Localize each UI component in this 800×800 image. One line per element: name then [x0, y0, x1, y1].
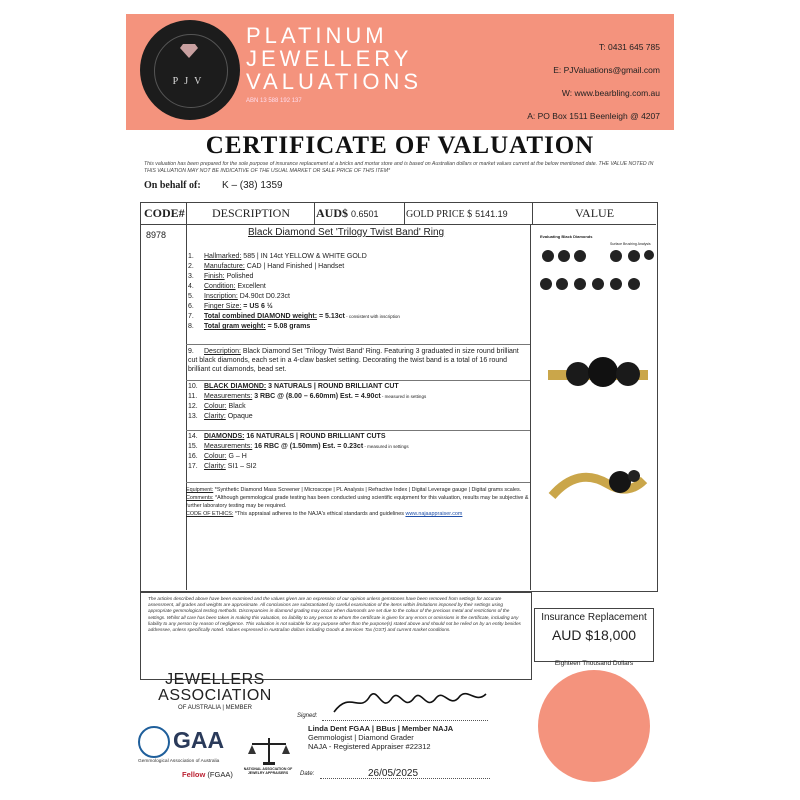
item-label: Colour: — [204, 403, 227, 410]
item-number: 9. — [188, 348, 194, 355]
gem-sample-icon — [644, 250, 654, 260]
address: A: PO Box 1511 Beenleigh @ 4207 — [527, 111, 660, 121]
comments-label: Comments: — [186, 495, 214, 501]
list-item — [188, 282, 528, 291]
insurance-value: AUD $18,000 — [551, 627, 637, 643]
item-label: Manufacture: — [204, 263, 245, 270]
brand-line-2: JEWELLERY — [246, 46, 413, 71]
ethics-label: CODE OF ETHICS: — [186, 511, 234, 517]
item-number: 12. — [188, 403, 198, 410]
date-line — [320, 778, 490, 779]
item-number: 3. — [188, 273, 194, 280]
signer-name: Linda Dent FGAA | BBus | Member NAJA — [308, 724, 454, 733]
item-label: Finish: — [204, 273, 225, 280]
item-number: 16. — [188, 453, 198, 460]
scales-icon — [246, 736, 292, 766]
fellow-label — [182, 770, 233, 779]
code-column-divider — [186, 224, 187, 590]
item-number: 5. — [188, 293, 194, 300]
list-item — [188, 382, 528, 391]
gem-sample-icon — [610, 278, 622, 290]
item-text: Polished — [224, 273, 254, 280]
jaa-line-2: ASSOCIATION — [158, 687, 272, 704]
ethics-text: *This appraisal adheres to the NAJA's ethical standards and guidelines — [233, 511, 406, 517]
insurance-box — [534, 608, 654, 662]
list-item — [188, 292, 528, 301]
date-value: 26/05/2025 — [368, 768, 419, 779]
item-text: Opaque — [225, 413, 253, 420]
signature-line — [322, 720, 488, 721]
intro-text: This valuation has been prepared for the sole purpose of insurance replacement at a bricks and mortar store and is based on Australian dollars or market values current at the below mentioned date. THE VALUE NOTED IN THIS VALUATION MAY NOT BE INDICATIVE OF THE USUAL MARKET OR SALE PRICE OF THIS ITEM* — [144, 161, 654, 174]
disclaimer-text: The articles described above have been examined and the values given are an expression of our opinion unless gemstones have been removed from settings for accurate assessment, all grades and weights are approximate. All conclusions are substantiated by careful examination of the items within limitations imposed by their settings using appropriate gemmological testing methods. Discrepancies in diamond grading may occur when diamonds are set due to the colour of the precious metal and restrictions of the settings. Whilst all care has been taken in making this valuation, no liability to any person to whom the certificate is given for any errors or omissions in the certificate, including any liability to any person by reason of negligence. This valuation is not suitable for any purpose other than the purpose(s) stated above and should not be relied on by an entity besides addressee, unless specifically noted. Values expressed in Australian dollars including Goods & Services Tax (GST) and current market conditions. — [148, 596, 521, 633]
list-item — [188, 462, 528, 471]
panel-title-2: Surface Brushing Analysis — [610, 242, 651, 246]
insurance-label: Insurance Replacement — [541, 612, 647, 623]
brand-name — [246, 24, 466, 93]
aud-label: AUD$ — [316, 206, 348, 220]
list-item — [188, 392, 528, 401]
email: E: PJValuations@gmail.com — [553, 65, 660, 75]
gem-sample-icon — [574, 250, 586, 262]
abn: ABN 13 588 192 137 — [246, 98, 302, 104]
gold-label: GOLD PRICE $ — [406, 209, 473, 220]
item-number: 10. — [188, 383, 198, 390]
item-text: CAD | Hand Finished | Handset — [244, 263, 345, 270]
item-label: Measurements: — [204, 443, 253, 450]
item-title: Black Diamond Set 'Trilogy Twist Band' Ring — [248, 227, 445, 238]
separator — [186, 482, 530, 483]
item-code: 8978 — [146, 230, 167, 240]
gold-cell — [406, 202, 533, 224]
item-number: 2. — [188, 263, 194, 270]
contact-block — [450, 36, 660, 128]
comments-text: *Although gemmological grade testing has been conducted using scientific equipment for this valuation, results may be subjective & further laboratory testing may be required. — [186, 495, 529, 509]
comments-note — [186, 494, 530, 510]
equipment-note — [186, 486, 530, 494]
item-label: BLACK DIAMOND: — [204, 383, 267, 390]
gem-sample-icon — [628, 250, 640, 262]
signer-registration: NAJA - Registered Appraiser #22312 — [308, 742, 431, 751]
item-label: Description: — [204, 348, 241, 355]
item-number: 15. — [188, 443, 198, 450]
list-item-9 — [188, 347, 528, 374]
item-number: 11. — [188, 393, 198, 400]
item-label: Clarity: — [204, 413, 226, 420]
gem-sample-icon — [574, 278, 586, 290]
list-item — [188, 322, 528, 331]
list-item — [188, 442, 528, 451]
separator — [186, 380, 530, 381]
list-item — [188, 272, 528, 281]
footnotes — [186, 486, 530, 518]
item-number: 7. — [188, 313, 194, 320]
item-number: 1. — [188, 253, 194, 260]
separator — [186, 430, 530, 431]
signed-label: Signed: — [297, 713, 318, 719]
item-label: Total combined DIAMOND weight: — [204, 313, 318, 320]
pjv-logo — [140, 20, 240, 120]
jaa-logo — [140, 672, 290, 704]
item-label: Total gram weight: — [204, 323, 266, 330]
jaa-line-1: JEWELLERS — [165, 671, 265, 688]
logo-text: PJV — [172, 76, 208, 87]
phone: T: 0431 645 785 — [599, 42, 660, 52]
fellow-word: Fellow — [182, 770, 206, 779]
gem-sample-icon — [540, 278, 552, 290]
item-label: Clarity: — [204, 463, 226, 470]
item-label: Finger Size: — [204, 303, 242, 310]
naja-link[interactable]: www.najaappraiser.com — [405, 511, 463, 517]
item-label: Colour: — [204, 453, 227, 460]
list-item — [188, 412, 528, 421]
code-header: CODE# — [144, 202, 187, 224]
certificate-title: CERTIFICATE OF VALUATION — [205, 132, 595, 159]
gem-sample-icon — [610, 250, 622, 262]
item-number: 8. — [188, 323, 194, 330]
item-text: 16 RBC @ (1.50mm) Est. = 0.23ct — [252, 443, 364, 450]
item-text: Black Diamond Set 'Trilogy Twist Band' Ring. Featuring 3 graduated in size round brilliant cut black diamonds, each set in a 4-claw basket setting. Decorating the twist band is a total of 16 round brilliant cut diamonds, bead set. — [188, 348, 519, 373]
item-text: = 5.13ct — [317, 313, 345, 320]
item-text: Excellent — [235, 283, 266, 290]
brand-line-1: PLATINUM — [246, 23, 388, 48]
list-item — [188, 432, 528, 441]
list-item — [188, 302, 528, 311]
value-column-divider — [530, 224, 531, 590]
logo-ring — [154, 34, 228, 108]
gem-sample-icon — [592, 278, 604, 290]
item-text: Black — [226, 403, 246, 410]
item-note: - consistent with inscription — [344, 314, 400, 319]
signer-role: Gemmologist | Diamond Grader — [308, 733, 414, 742]
description-header: DESCRIPTION — [188, 202, 315, 224]
table-header-row — [140, 202, 656, 225]
separator — [186, 344, 530, 345]
gold-value: 5141.19 — [475, 209, 508, 219]
item-number: 17. — [188, 463, 198, 470]
ring-top-view-image — [548, 352, 648, 400]
list-item — [188, 252, 528, 261]
item-text: 3 NATURALS | ROUND BRILLIANT CUT — [266, 383, 399, 390]
item-text: 16 NATURALS | ROUND BRILLIANT CUTS — [244, 433, 386, 440]
item-text: 3 RBC @ (8.00 – 6.60mm) Est. = 4.90ct — [252, 393, 381, 400]
list-item — [188, 262, 528, 271]
equipment-text: *Synthetic Diamond Mass Screener | Microscope | PL Analysis | Refractive Index | Digital Leverage gauge | Digital grams scales. — [213, 487, 522, 493]
naja-text: NATIONAL ASSOCIATION OF JEWELRY APPRAISERS — [243, 767, 293, 775]
list-item — [188, 312, 528, 321]
equipment-label: Equipment: — [186, 487, 214, 493]
brand-line-3: VALUATIONS — [246, 69, 423, 94]
gem-sample-icon — [628, 278, 640, 290]
website: W: www.bearbling.com.au — [561, 88, 660, 98]
gem-sample-icon — [558, 250, 570, 262]
item-text: 585 | IN 14ct YELLOW & WHITE GOLD — [241, 253, 367, 260]
gaa-emblem-icon — [138, 726, 170, 758]
item-number: 13. — [188, 413, 198, 420]
insurance-words: Eighteen Thousand Dollars — [554, 660, 634, 667]
item-number: 6. — [188, 303, 194, 310]
value-panel — [534, 224, 656, 524]
gem-sample-icon — [556, 278, 568, 290]
jaa-subtitle: OF AUSTRALIA | MEMBER — [178, 705, 252, 711]
list-item — [188, 452, 528, 461]
aud-cell — [316, 202, 405, 224]
item-text: D4.90ct D0.23ct — [237, 293, 290, 300]
item-number: 14. — [188, 433, 198, 440]
gem-sample-icon — [542, 250, 554, 262]
signature-image — [330, 684, 490, 720]
list-item — [188, 402, 528, 411]
item-label: Condition: — [204, 283, 236, 290]
item-label: Inscription: — [204, 293, 238, 300]
item-text: SI1 – SI2 — [225, 463, 257, 470]
item-text: = US 6 ½ — [241, 303, 273, 310]
panel-title-1: Evaluating Black Diamonds — [540, 234, 593, 239]
item-text: G – H — [226, 453, 247, 460]
item-number: 4. — [188, 283, 194, 290]
item-label: Measurements: — [204, 393, 253, 400]
item-text: = 5.08 grams — [265, 323, 311, 330]
item-note: - measured in settings — [363, 444, 409, 449]
date-label: Date: — [300, 771, 315, 777]
ethics-note — [186, 510, 530, 518]
value-header: VALUE — [574, 206, 615, 220]
gaa-subtitle: Gemmological Association of Australia — [138, 759, 220, 764]
ring-side-view-image — [548, 456, 648, 516]
certificate-seal — [538, 670, 650, 782]
behalf-value: K – (38) 1359 — [222, 180, 283, 191]
signer-block — [308, 724, 453, 751]
item-note: - measured in settings — [380, 394, 427, 399]
item-label: DIAMONDS: — [204, 433, 245, 440]
gaa-text: GAA — [173, 727, 225, 753]
item-label: Hallmarked: — [204, 253, 242, 260]
fellow-sub: (FGAA) — [205, 770, 233, 779]
aud-value: 0.6501 — [351, 209, 379, 219]
behalf-label: On behalf of: — [144, 180, 201, 191]
